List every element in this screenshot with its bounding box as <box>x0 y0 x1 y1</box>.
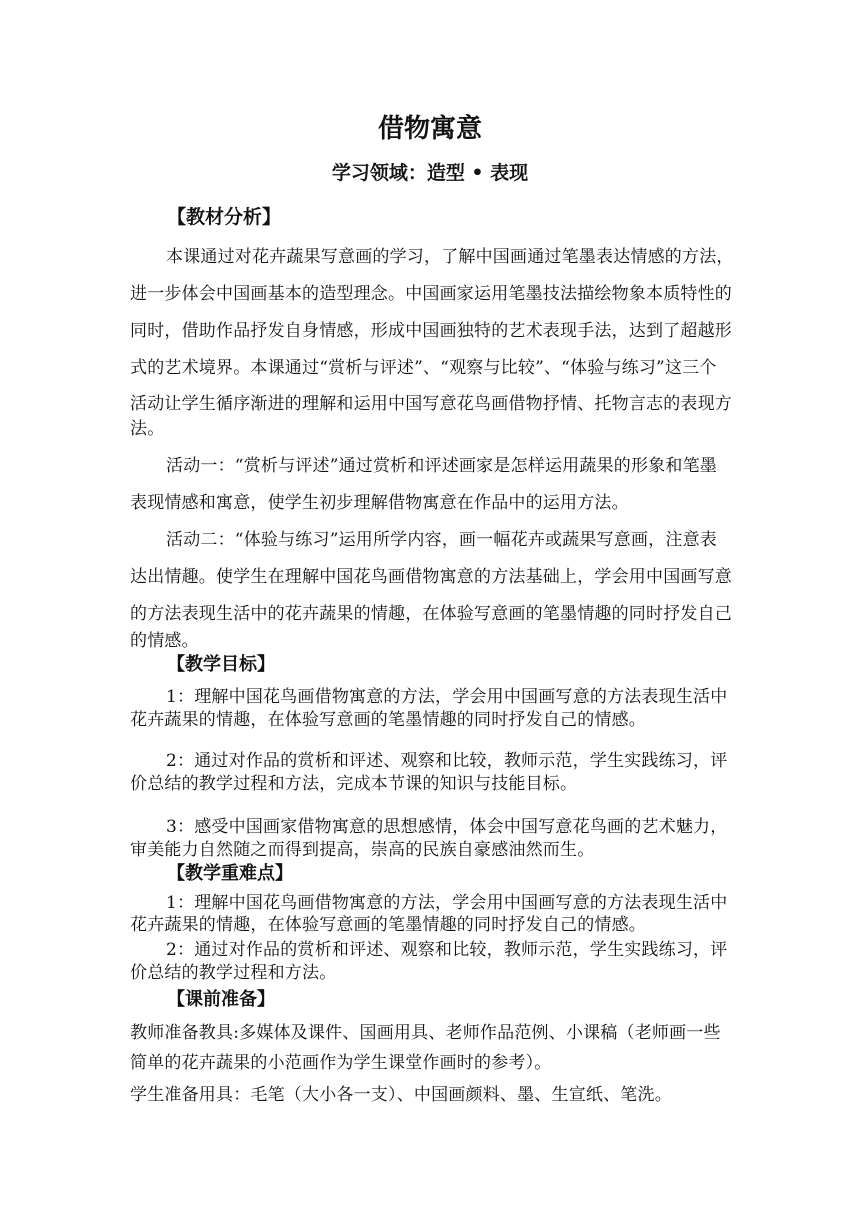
objective-line: 花卉蔬果的情趣，在体验写意画的笔墨情趣的同时抒发自己的情感。 <box>130 710 646 730</box>
heading-textbook-analysis: 【教材分析】 <box>167 206 282 228</box>
key-point-line: 2：通过对作品的赏析和评述、观察和比较，教师示范，学生实践练习，评 <box>166 940 728 960</box>
analysis-line: 活动一：“赏析与评述”通过赏析和评述画家是怎样运用蔬果的形象和笔墨 <box>166 456 717 476</box>
analysis-line: 式的艺术境界。本课通过“赏析与评述”、“观察与比较”、“体验与练习”这三个 <box>130 358 717 378</box>
preparation-line: 教师准备教具:多媒体及课件、国画用具、老师作品范例、小课稿（老师画一些 <box>130 1023 721 1043</box>
analysis-line: 的方法表现生活中的花卉蔬果的情趣，在体验写意画的笔墨情趣的同时抒发自己 <box>130 604 732 624</box>
analysis-line: 进一步体会中国画基本的造型理念。中国画家运用笔墨技法描绘物象本质特性的 <box>130 284 732 304</box>
analysis-line: 本课通过对花卉蔬果写意画的学习，了解中国画通过笔墨表达情感的方法， <box>166 247 734 267</box>
learning-domain-subtitle: 学习领域：造型 • 表现 <box>331 162 529 184</box>
heading-preparation: 【课前准备】 <box>167 989 275 1010</box>
objective-line: 审美能力自然随之而得到提高，崇高的民族自豪感油然而生。 <box>130 840 595 860</box>
key-point-line: 1：理解中国花鸟画借物寓意的方法，学会用中国画写意的方法表现生活中 <box>166 893 728 913</box>
analysis-line: 表现情感和寓意，使学生初步理解借物寓意在作品中的运用方法。 <box>130 493 629 513</box>
analysis-line: 法。 <box>130 419 165 439</box>
preparation-line: 学生准备用具：毛笔（大小各一支）、中国画颜料、墨、生宣纸、笔洗。 <box>130 1085 672 1105</box>
analysis-line: 活动二：“体验与练习”运用所学内容，画一幅花卉或蔬果写意画，注意表 <box>166 530 717 550</box>
analysis-line: 达出情趣。使学生在理解中国花鸟画借物寓意的方法基础上，学会用中国画写意 <box>130 567 732 587</box>
heading-teaching-objectives: 【教学目标】 <box>167 654 275 675</box>
objective-line: 1：理解中国花鸟画借物寓意的方法，学会用中国画写意的方法表现生活中 <box>166 687 728 707</box>
objective-line: 3：感受中国画家借物寓意的思想感情，体会中国写意花鸟画的艺术魅力， <box>166 817 728 837</box>
objective-line: 价总结的教学过程和方法，完成本节课的知识与技能目标。 <box>130 774 578 794</box>
analysis-line: 活动让学生循序渐进的理解和运用中国写意花鸟画借物抒情、托物言志的表现方 <box>130 394 732 414</box>
document-title: 借物寓意 <box>377 114 482 144</box>
key-point-line: 价总结的教学过程和方法。 <box>130 963 337 983</box>
objective-line: 2：通过对作品的赏析和评述、观察和比较，教师示范，学生实践练习，评 <box>166 751 728 771</box>
heading-key-difficulties: 【教学重难点】 <box>167 863 293 884</box>
analysis-line: 的情感。 <box>130 631 199 651</box>
key-point-line: 花卉蔬果的情趣，在体验写意画的笔墨情趣的同时抒发自己的情感。 <box>130 915 646 935</box>
analysis-line: 同时，借助作品抒发自身情感，形成中国画独特的艺术表现手法，达到了超越形 <box>130 321 732 341</box>
preparation-line: 简单的花卉蔬果的小范画作为学生课堂作画时的参考）。 <box>130 1053 552 1073</box>
